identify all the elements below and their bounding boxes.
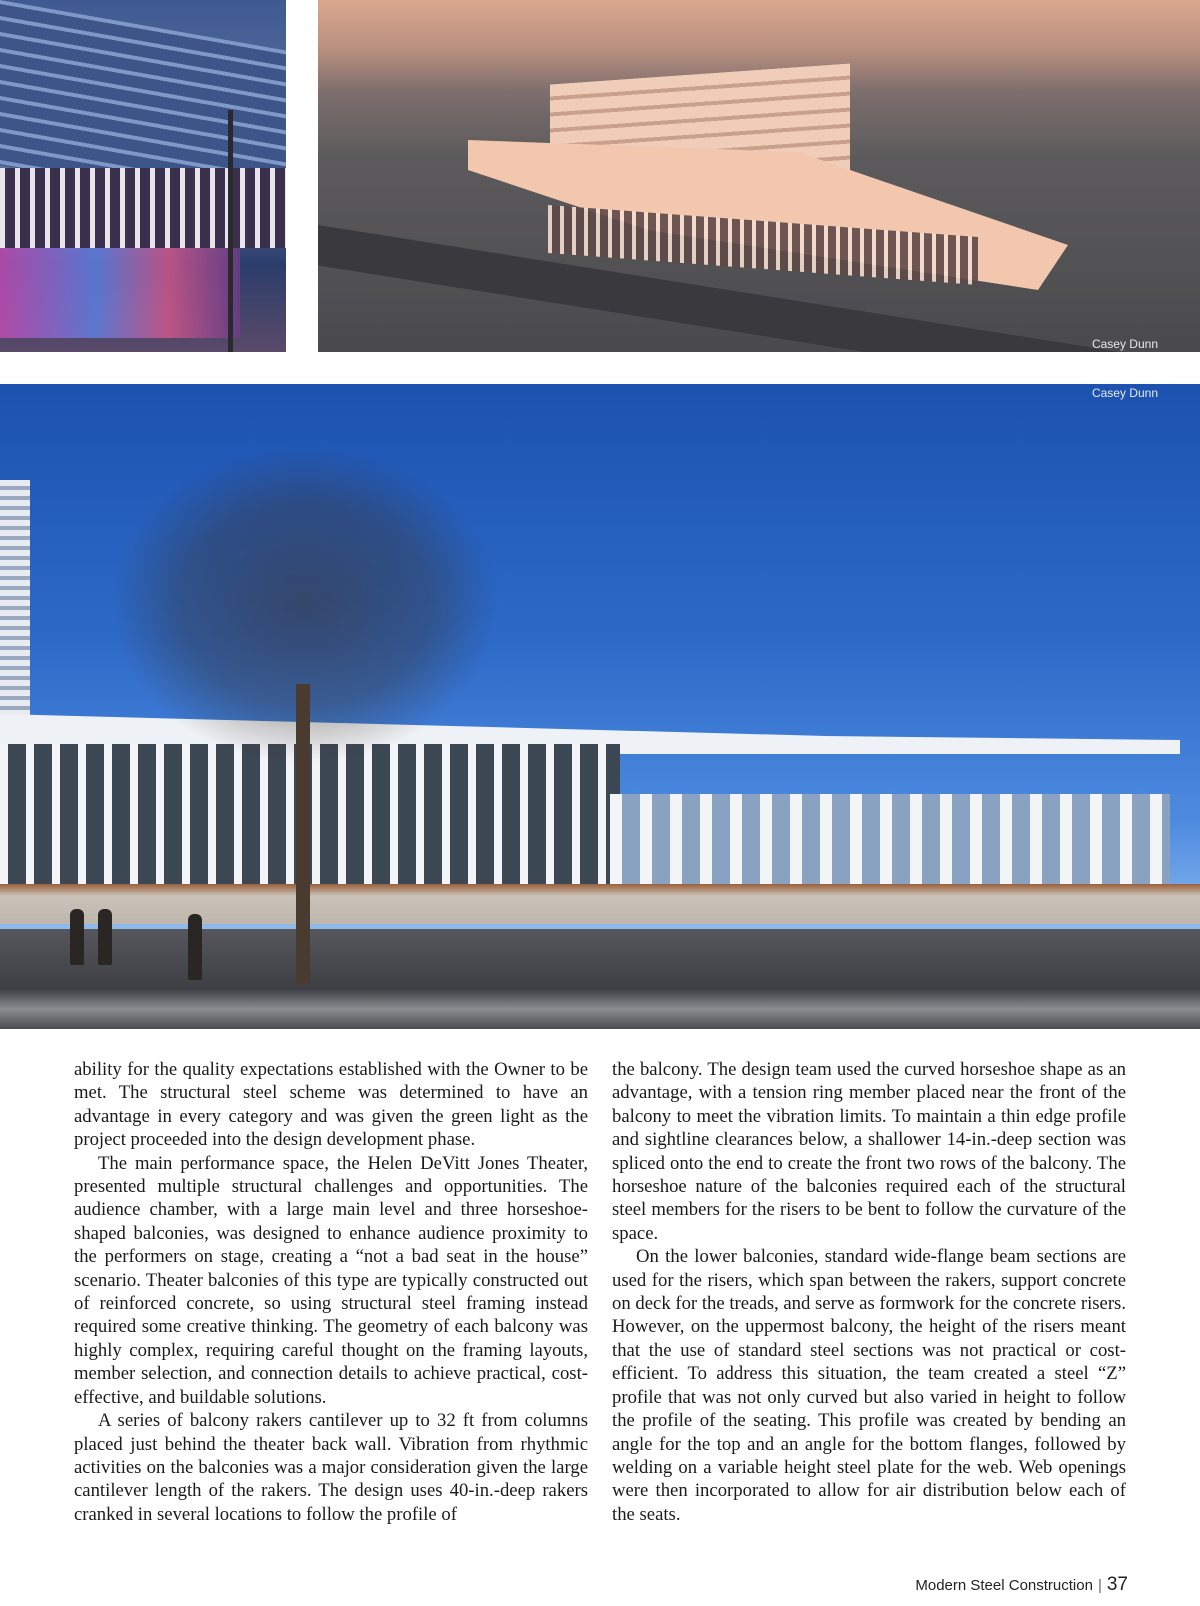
photo-aerial-view <box>318 0 1200 352</box>
page-number: 37 <box>1106 1574 1128 1595</box>
light-pole <box>228 110 233 352</box>
glass-facade <box>0 744 620 894</box>
tower <box>0 480 30 720</box>
article-column-left <box>74 1058 588 1526</box>
page-footer <box>915 1574 1128 1596</box>
pedestrian <box>98 909 112 965</box>
lit-entrance <box>0 248 240 338</box>
plaza-wall <box>0 884 1200 924</box>
street <box>0 929 1200 1029</box>
photo-credit-top: Casey Dunn <box>1091 337 1158 351</box>
facade-fins <box>0 168 286 248</box>
pedestrian <box>70 909 84 965</box>
footer-separator: | <box>1097 1577 1102 1594</box>
paragraph: On the lower balconies, standard wide-flange beam sections are used for the risers, which span between the rakers, support concrete on deck for the treads, and serve as formwork for the concrete risers. However, on the uppermost balcony, the height of the risers meant that the use of standard steel sections was not practical or cost-efficient. To address this situation, the team created a steel “Z” profile that was not only curved but also varied in height to follow the profile of the seating. This profile was created by bending an angle for the top and an angle for the bottom flanges, followed by welding on a variable height steel plate for the web. Web openings were then incorporated to allow for air distribution below each of the seats. <box>612 1246 1126 1525</box>
photo-building-facade <box>0 0 286 352</box>
paragraph: ability for the quality expectations established with the Owner to be met. The structural steel scheme was determined to have an advantage in every category and was given the green light as the project proceeded into the design development phase. <box>74 1059 588 1151</box>
article-column-right <box>612 1058 1126 1526</box>
colonnade <box>610 794 1170 894</box>
publication-name: Modern Steel Construction <box>915 1577 1093 1594</box>
paragraph: The main performance space, the Helen DeVitt Jones Theater, presented multiple structural challenges and opportunities. The audience chamber, with a large main level and three horseshoe-shaped balconies, was designed to enhance audience proximity to the performers on stage, creating a “not a bad seat in the house” scenario. Theater balconies of this type are typically constructed out of reinforced concrete, so using structural steel framing instead required some creative thinking. The geometry of each balcony was highly complex, requiring careful thought on the framing layouts, member selection, and connection details to achieve practical, cost-effective, and buildable solutions. <box>74 1152 588 1408</box>
paragraph: A series of balcony rakers cantilever up to 32 ft from columns placed just behind the theater back wall. Vibration from rhythmic activities on the balconies was a major consideration given the large cantilever length of the rakers. The design uses 40-in.-deep rakers cranked in several locations to follow the profile of <box>74 1410 588 1525</box>
tree-trunk <box>296 684 310 984</box>
photo-street-view <box>0 384 1200 1029</box>
paragraph: the balcony. The design team used the curved horseshoe shape as an advantage, with a tension ring member placed near the front of the balcony to meet the vibration limits. To maintain a thin edge profile and sightline clearances below, a shallower 14-in.-deep section was spliced onto the end to create the front two rows of the balcony. The horseshoe nature of the balconies required each of the structural steel members for the risers to be bent to follow the curvature of the space. <box>612 1059 1126 1244</box>
pedestrian <box>188 914 202 980</box>
photo-credit-main: Casey Dunn <box>1091 386 1158 400</box>
